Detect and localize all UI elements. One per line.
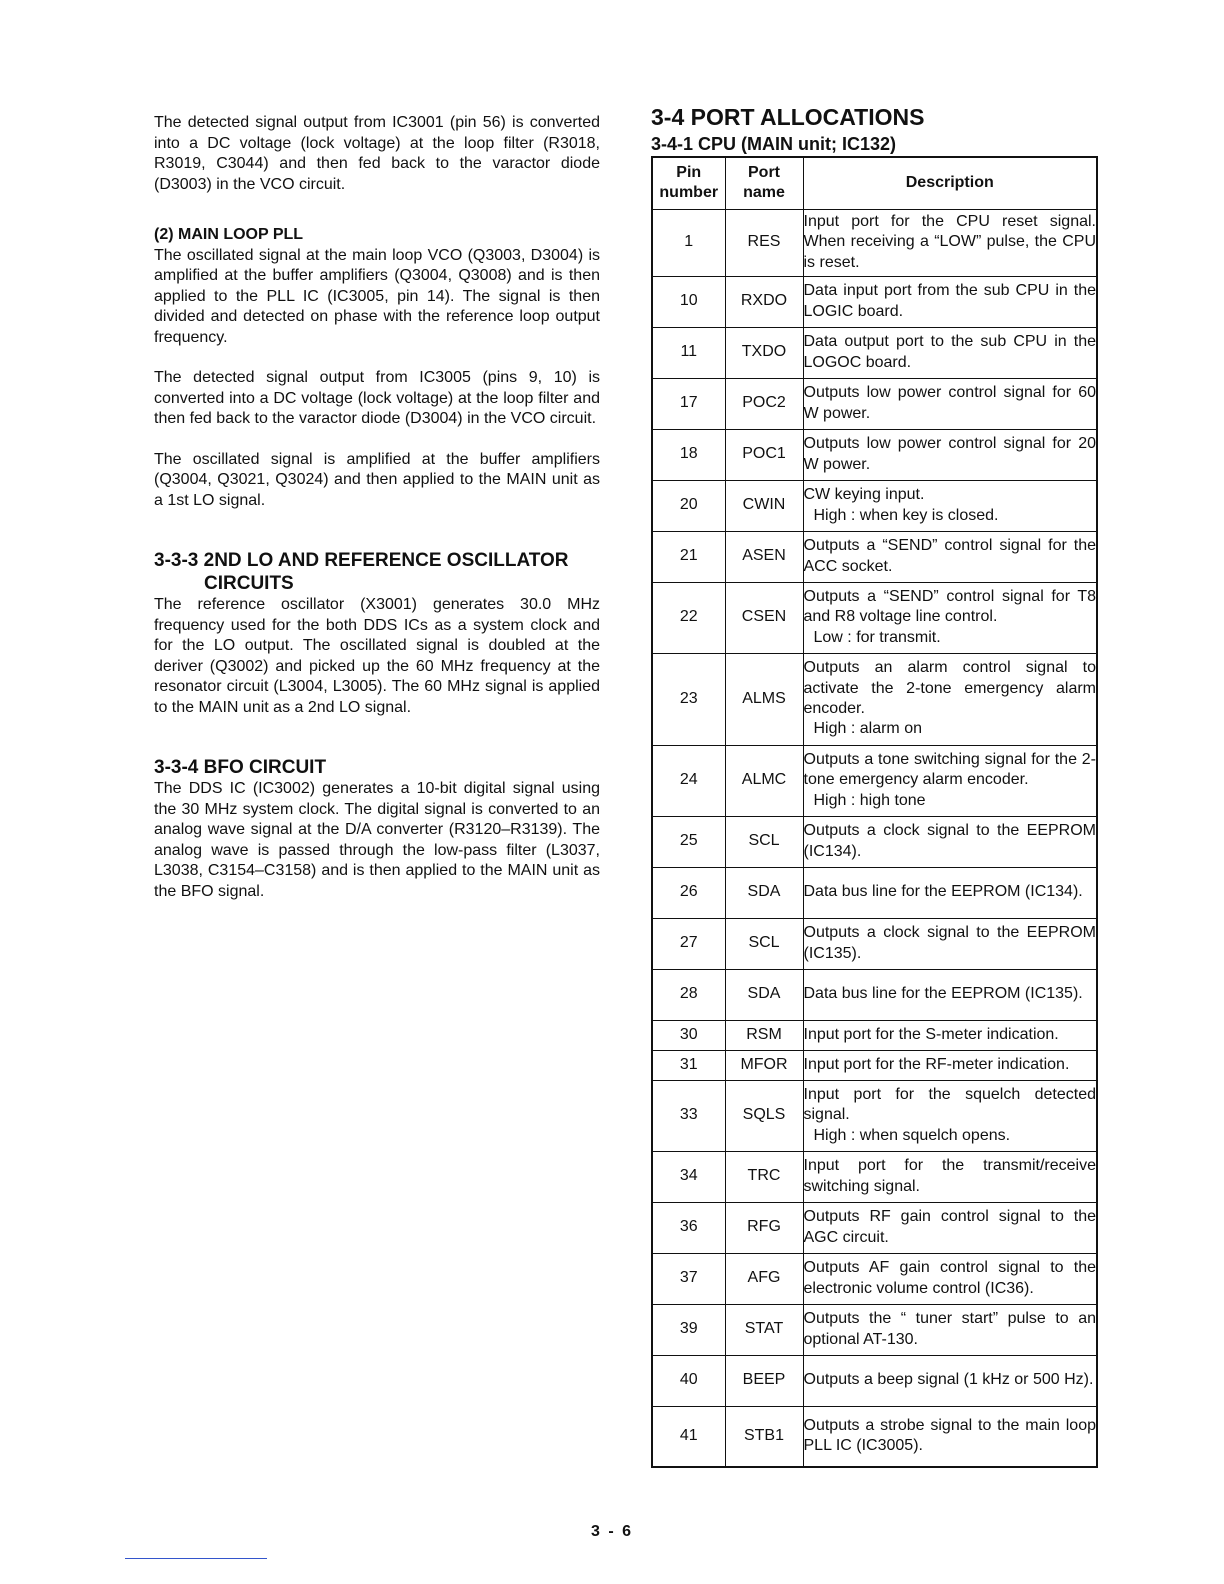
port-name-cell: MFOR [725, 1050, 803, 1080]
table-row [652, 816, 1097, 867]
port-name-cell: SQLS [725, 1080, 803, 1151]
description-header: Description [803, 157, 1097, 209]
pin-number-cell: 11 [652, 327, 725, 378]
description-cell [803, 327, 1097, 378]
section-3-3-3-heading [154, 549, 600, 595]
pin-number-cell: 36 [652, 1202, 725, 1253]
pin-number-cell: 37 [652, 1253, 725, 1304]
port-name-cell: RXDO [725, 276, 803, 327]
port-name-cell: RES [725, 209, 803, 276]
table-row [652, 480, 1097, 531]
description-cell [803, 969, 1097, 1020]
description-line: Outputs RF gain control signal to the AGC circuit. [803, 1208, 1096, 1246]
description-line: Outputs low power control signal for 60 W power. [803, 384, 1096, 422]
description-cell [803, 1202, 1097, 1253]
port-name-cell: TRC [725, 1151, 803, 1202]
pin-number-cell: 22 [652, 582, 725, 653]
pin-number-cell: 28 [652, 969, 725, 1020]
description-line: Outputs a tone switching signal for the 2-tone emergency alarm encoder. [803, 750, 1096, 789]
description-line: Outputs an alarm control signal to activate the 2-tone emergency alarm encoder. [803, 659, 1096, 717]
table-row [652, 745, 1097, 816]
port-name-cell: BEEP [725, 1355, 803, 1406]
pin-number-cell: 27 [652, 918, 725, 969]
port-name-cell: TXDO [725, 327, 803, 378]
description-line: High : when squelch opens. [813, 1126, 1011, 1144]
port-name-cell: SDA [725, 867, 803, 918]
description-line: Input port for the RF-meter indication. [803, 1055, 1070, 1073]
port-allocations-title: 3-4 PORT ALLOCATIONS [651, 104, 925, 130]
description-cell [803, 1304, 1097, 1355]
table-row [652, 653, 1097, 745]
description-line: Outputs the “ tuner start” pulse to an optional AT-130. [803, 1310, 1096, 1348]
main-loop-paragraph-1: The oscillated signal at the main loop VCO (Q3003, D3004) is amplified at the buffer amplifiers (Q3004, Q3008) and is then applied to the PLL IC (IC3005, pin 14). The signal is then divided and detected on phase with the reference loop output frequency. [154, 246, 600, 346]
description-line: Outputs a “SEND” control signal for the ACC socket. [803, 537, 1096, 575]
description-cell [803, 209, 1097, 276]
table-row [652, 1304, 1097, 1355]
port-name-cell: RSM [725, 1020, 803, 1050]
table-row [652, 1020, 1097, 1050]
table-row [652, 1151, 1097, 1202]
description-line: Outputs low power control signal for 20 W power. [803, 435, 1096, 473]
section-3-3-3-title-line1: 3-3-3 2ND LO AND REFERENCE OSCILLATOR [154, 550, 569, 571]
table-row [652, 1202, 1097, 1253]
main-loop-pll-heading: (2) MAIN LOOP PLL [154, 226, 304, 243]
description-cell [803, 1253, 1097, 1304]
port-name-cell: POC1 [725, 429, 803, 480]
pin-number-cell: 18 [652, 429, 725, 480]
description-line: High : high tone [813, 791, 926, 809]
table-row [652, 867, 1097, 918]
table-row [652, 1355, 1097, 1406]
table-row [652, 1080, 1097, 1151]
table-row [652, 531, 1097, 582]
description-line: Input port for the squelch detected signal. [803, 1085, 1096, 1124]
table-row [652, 209, 1097, 276]
port-name-cell: ALMS [725, 653, 803, 745]
port-name-header: Port name [725, 157, 803, 209]
port-name-cell: RFG [725, 1202, 803, 1253]
table-row [652, 918, 1097, 969]
port-name-cell: STB1 [725, 1406, 803, 1467]
description-cell [803, 429, 1097, 480]
table-body [652, 209, 1097, 1467]
description-line: High : when key is closed. [813, 506, 999, 524]
port-name-cell: ALMC [725, 745, 803, 816]
pin-number-cell: 25 [652, 816, 725, 867]
table-row [652, 429, 1097, 480]
description-line: High : alarm on [813, 720, 922, 738]
pin-number-cell: 31 [652, 1050, 725, 1080]
port-name-cell: CWIN [725, 480, 803, 531]
table-row [652, 582, 1097, 653]
cpu-subtitle: 3-4-1 CPU (MAIN unit; IC132) [651, 134, 897, 154]
right-column [651, 102, 1098, 1468]
description-line: Input port for the CPU reset signal. When receiving a “LOW” pulse, the CPU is reset. [803, 212, 1096, 271]
description-cell [803, 582, 1097, 653]
description-line: Outputs a clock signal to the EEPROM (IC134). [803, 822, 1096, 860]
description-line: Outputs a strobe signal to the main loop PLL IC (IC3005). [803, 1416, 1096, 1455]
pin-number-cell: 34 [652, 1151, 725, 1202]
port-name-cell: STAT [725, 1304, 803, 1355]
port-name-cell: SDA [725, 969, 803, 1020]
description-cell [803, 378, 1097, 429]
description-cell [803, 1151, 1097, 1202]
description-line: CW keying input. [803, 486, 925, 504]
description-line: Data bus line for the EEPROM (IC135). [803, 985, 1083, 1003]
description-line: Input port for the S-meter indication. [803, 1025, 1059, 1043]
main-loop-paragraph-3: The oscillated signal is amplified at the buffer amplifiers (Q3004, Q3021, Q3024) and then applied to the MAIN unit as a 1st LO signal. [154, 450, 600, 509]
pin-number-cell: 20 [652, 480, 725, 531]
pin-number-header: Pin number [652, 157, 725, 209]
port-allocation-table [651, 156, 1098, 1468]
port-name-cell: POC2 [725, 378, 803, 429]
table-row [652, 378, 1097, 429]
description-cell [803, 531, 1097, 582]
pin-number-cell: 33 [652, 1080, 725, 1151]
pin-number-cell: 41 [652, 1406, 725, 1467]
table-row [652, 276, 1097, 327]
pin-number-cell: 24 [652, 745, 725, 816]
table-row [652, 1406, 1097, 1467]
table-row [652, 327, 1097, 378]
port-name-cell: ASEN [725, 531, 803, 582]
pin-number-cell: 39 [652, 1304, 725, 1355]
pin-number-cell: 10 [652, 276, 725, 327]
description-cell [803, 1355, 1097, 1406]
section-3-3-3-title-line2: CIRCUITS [204, 573, 294, 594]
port-name-cell: SCL [725, 816, 803, 867]
pin-number-cell: 40 [652, 1355, 725, 1406]
port-name-cell: CSEN [725, 582, 803, 653]
description-cell [803, 867, 1097, 918]
port-name-cell: AFG [725, 1253, 803, 1304]
pin-number-cell: 30 [652, 1020, 725, 1050]
description-cell [803, 918, 1097, 969]
table-row [652, 1253, 1097, 1304]
description-line: Data output port to the sub CPU in the LOGOC board. [803, 333, 1096, 371]
description-cell [803, 1406, 1097, 1467]
pin-number-cell: 21 [652, 531, 725, 582]
pin-number-cell: 26 [652, 867, 725, 918]
description-line: Outputs a clock signal to the EEPROM (IC135). [803, 924, 1096, 962]
description-cell [803, 480, 1097, 531]
description-line: Outputs a “SEND” control signal for T8 and R8 voltage line control. [803, 587, 1096, 626]
section-3-3-3-paragraph: The reference oscillator (X3001) generates 30.0 MHz frequency used for the both DDS ICs as a system clock and for the LO output. The oscillated signal is doubled at the deriver (Q3002) and picked up the 60 MHz frequency at the resonator circuit (L3004, L3005). The 60 MHz signal is applied to the MAIN unit as a 2nd LO signal. [154, 596, 600, 716]
description-cell [803, 745, 1097, 816]
intro-paragraph: The detected signal output from IC3001 (pin 56) is converted into a DC voltage (lock voltage) at the loop filter (R3018, R3019, C3044) and then fed back to the varactor diode (D3003) in the VCO circuit. [154, 114, 600, 193]
pin-number-cell: 23 [652, 653, 725, 745]
left-column [154, 113, 600, 902]
footer-rule [125, 1558, 267, 1559]
description-cell [803, 1020, 1097, 1050]
table-row [652, 969, 1097, 1020]
section-3-3-4-paragraph: The DDS IC (IC3002) generates a 10-bit digital signal using the 30 MHz system clock. The digital signal is converted to an analog wave signal at the D/A converter (R3120–R3139). The analog wave is passed through the low-pass filter (L3037, L3038, C3154–C3158) and is then applied to the MAIN unit as the BFO signal. [154, 780, 600, 900]
description-line: Data input port from the sub CPU in the LOGIC board. [803, 282, 1096, 320]
pin-number-cell: 1 [652, 209, 725, 276]
description-cell [803, 653, 1097, 745]
main-loop-paragraph-2: The detected signal output from IC3005 (pins 9, 10) is converted into a DC voltage (lock voltage) at the loop filter and then fed back to the varactor diode (D3004) in the VCO circuit. [154, 369, 600, 427]
description-line: Data bus line for the EEPROM (IC134). [803, 883, 1083, 901]
page-number: 3 - 6 [590, 1523, 633, 1540]
description-cell [803, 1050, 1097, 1080]
description-cell [803, 1080, 1097, 1151]
description-cell [803, 276, 1097, 327]
pin-number-cell: 17 [652, 378, 725, 429]
section-3-3-4-heading: 3-3-4 BFO CIRCUIT [154, 757, 327, 778]
port-name-cell: SCL [725, 918, 803, 969]
description-line: Outputs AF gain control signal to the electronic volume control (IC36). [803, 1259, 1096, 1297]
description-line: Outputs a beep signal (1 kHz or 500 Hz). [803, 1371, 1094, 1389]
table-header-row [652, 157, 1097, 209]
description-cell [803, 816, 1097, 867]
description-line: Low : for transmit. [813, 628, 941, 646]
table-row [652, 1050, 1097, 1080]
description-line: Input port for the transmit/receive switching signal. [803, 1157, 1096, 1195]
